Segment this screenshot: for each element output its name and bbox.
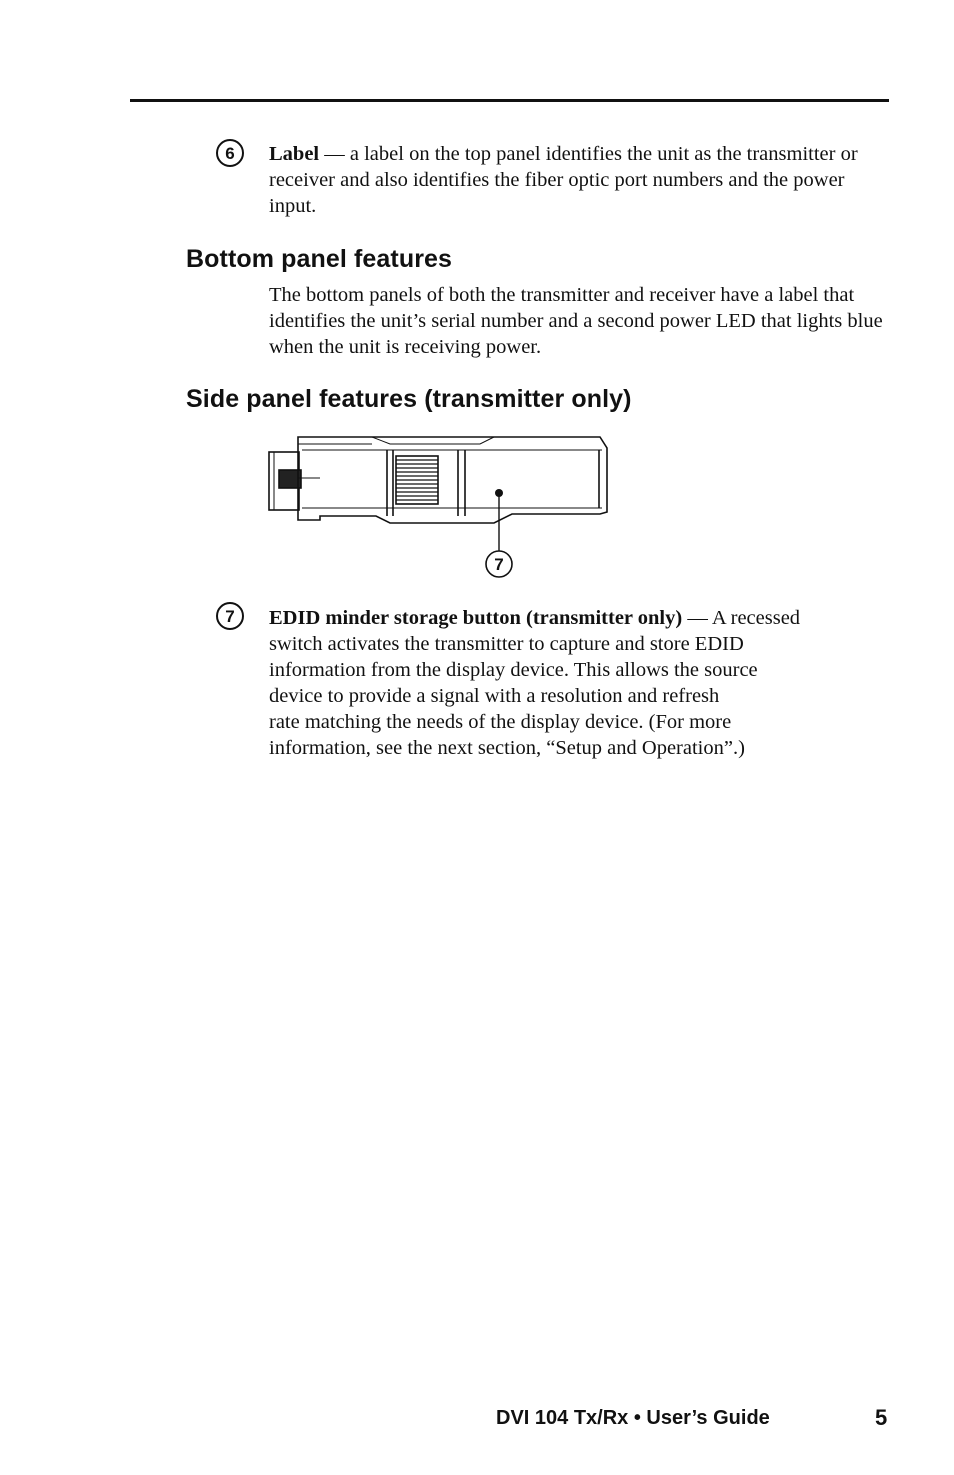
item-7-term: EDID minder storage button (transmitter only) [269, 607, 683, 629]
item-6-description [269, 141, 859, 219]
item-7-line-6: information, see the next section, “Setup and Operation”.) [269, 737, 745, 759]
callout-6 [216, 139, 244, 167]
item-7-line-5: rate matching the needs of the display device. (For more [269, 711, 732, 733]
footer-page-number: 5 [875, 1405, 888, 1430]
callout-7-number: 7 [225, 606, 235, 626]
bottom-panel-text: The bottom panels of both the transmitter and receiver have a label that identifies the unit’s serial number and a second power LED that lights blue when the unit is receiving power. [269, 284, 883, 358]
item-7-line-4: device to provide a signal with a resolution and refresh [269, 685, 720, 707]
side-panel-heading: Side panel features (transmitter only) [186, 385, 632, 413]
item-6-text: — a label on the top panel identifies the unit as the transmitter or receiver and also identifies the fiber optic port numbers and the power input. [269, 143, 858, 217]
callout-7 [216, 602, 244, 630]
item-6-term: Label [269, 143, 320, 165]
callout-6-number: 6 [225, 143, 235, 163]
figure-callout-7-number: 7 [494, 555, 504, 574]
knurl-pattern [396, 460, 438, 500]
bottom-panel-heading: Bottom panel features [186, 245, 453, 273]
item-7-line-3: information from the display device. This allows the source [269, 659, 758, 681]
item-7-line-2: switch activates the transmitter to capture and store EDID [269, 633, 744, 655]
item-7-description [269, 605, 899, 761]
item-7-line-1: EDID minder storage button (transmitter only) — A recessed [269, 607, 801, 629]
footer-guide-title: DVI 104 Tx/Rx • User’s Guide [496, 1407, 770, 1429]
transmitter-side-view-diagram [262, 430, 617, 582]
header-rule [130, 99, 889, 102]
